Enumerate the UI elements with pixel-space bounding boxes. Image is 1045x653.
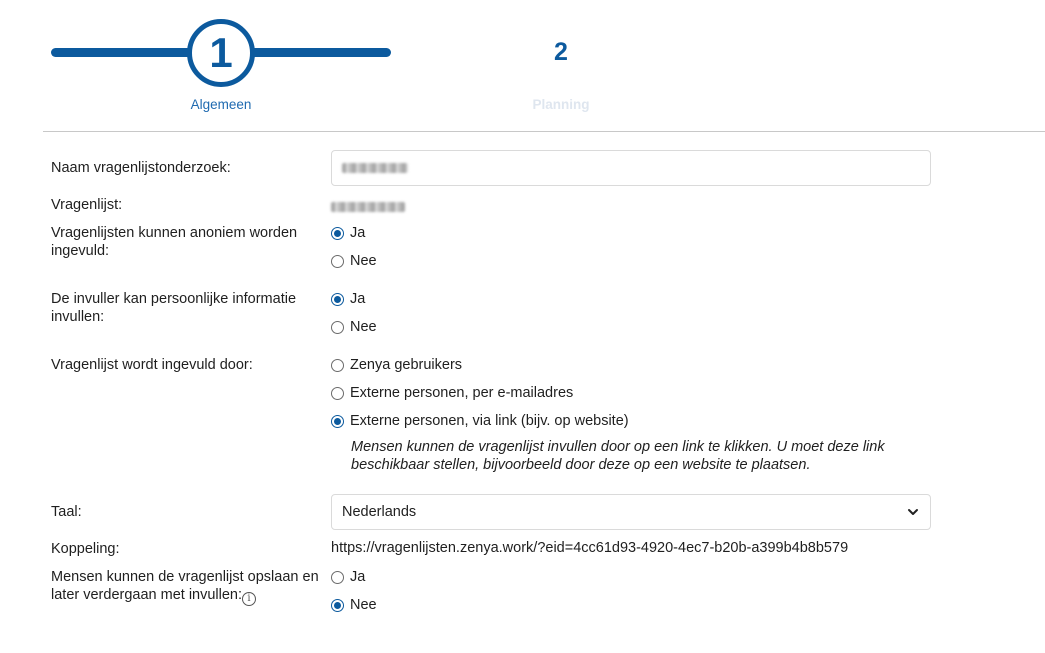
stepper-divider xyxy=(43,131,1045,132)
filled-by-option-link[interactable] xyxy=(331,411,629,431)
personal-info-option-ja[interactable] xyxy=(331,289,365,309)
option-label: Nee xyxy=(350,597,377,613)
step-2-label[interactable]: Planning xyxy=(532,97,590,112)
name-input[interactable] xyxy=(331,150,931,186)
option-label: Nee xyxy=(350,253,377,269)
language-label: Taal: xyxy=(51,504,82,520)
step-1-number: 1 xyxy=(209,29,233,76)
name-label: Naam vragenlijstonderzoek: xyxy=(51,160,231,176)
anonymous-option-nee[interactable] xyxy=(331,251,377,271)
link-label: Koppeling: xyxy=(51,541,120,557)
save-later-option-nee[interactable] xyxy=(331,595,377,615)
step-2-number[interactable]: 2 xyxy=(554,38,568,66)
questionnaire-label: Vragenlijst: xyxy=(51,197,123,213)
step-1-circle[interactable] xyxy=(187,19,255,87)
option-label: Ja xyxy=(350,225,366,241)
save-later-label xyxy=(51,568,331,606)
filled-by-option-email[interactable] xyxy=(331,383,573,403)
option-label: Externe personen, per e-mailadres xyxy=(350,385,574,401)
option-label: Zenya gebruikers xyxy=(350,357,463,373)
step-1-label[interactable]: Algemeen xyxy=(190,97,252,112)
questionnaire-value xyxy=(331,200,405,216)
radio-unchecked-icon[interactable] xyxy=(331,359,344,372)
save-later-label-text: Mensen kunnen de vragenlijst opslaan en later verdergaan met invullen: xyxy=(51,569,319,603)
info-icon[interactable]: i xyxy=(242,592,256,606)
option-label: Ja xyxy=(350,569,366,585)
personal-info-option-nee[interactable] xyxy=(331,317,377,337)
option-label: Ja xyxy=(350,291,366,307)
filled-by-option-zenya-users[interactable] xyxy=(331,355,462,375)
link-value: https://vragenlijsten.zenya.work/?eid=4cc61d93-4920-4ec7-b20b-a399b4b8b579 xyxy=(331,540,849,556)
radio-unchecked-icon[interactable] xyxy=(331,387,344,400)
option-label: Externe personen, via link (bijv. op website) xyxy=(350,413,629,429)
redacted-questionnaire-value xyxy=(331,202,405,212)
anonymous-option-ja[interactable] xyxy=(331,223,365,243)
radio-checked-icon[interactable] xyxy=(331,227,344,240)
option-label: Nee xyxy=(350,319,377,335)
redacted-name-value xyxy=(342,163,408,173)
save-later-option-ja[interactable] xyxy=(331,567,365,587)
language-selected-value: Nederlands xyxy=(342,504,417,520)
filled-by-hint: Mensen kunnen de vragenlijst invullen door op een link te klikken. U moet deze link beschikbaar stellen, bijvoorbeeld door deze op een website te plaatsen. xyxy=(351,439,885,473)
radio-unchecked-icon[interactable] xyxy=(331,255,344,268)
radio-checked-icon[interactable] xyxy=(331,599,344,612)
wizard-stepper xyxy=(0,0,1045,132)
personal-info-label: De invuller kan persoonlijke informatie invullen: xyxy=(51,291,297,325)
chevron-down-icon xyxy=(906,505,920,519)
radio-unchecked-icon[interactable] xyxy=(331,321,344,334)
filled-by-label: Vragenlijst wordt ingevuld door: xyxy=(51,357,253,373)
radio-checked-icon[interactable] xyxy=(331,293,344,306)
language-select[interactable] xyxy=(331,494,931,530)
radio-unchecked-icon[interactable] xyxy=(331,571,344,584)
anonymous-label: Vragenlijsten kunnen anoniem worden ingevuld: xyxy=(51,225,298,259)
radio-checked-icon[interactable] xyxy=(331,415,344,428)
